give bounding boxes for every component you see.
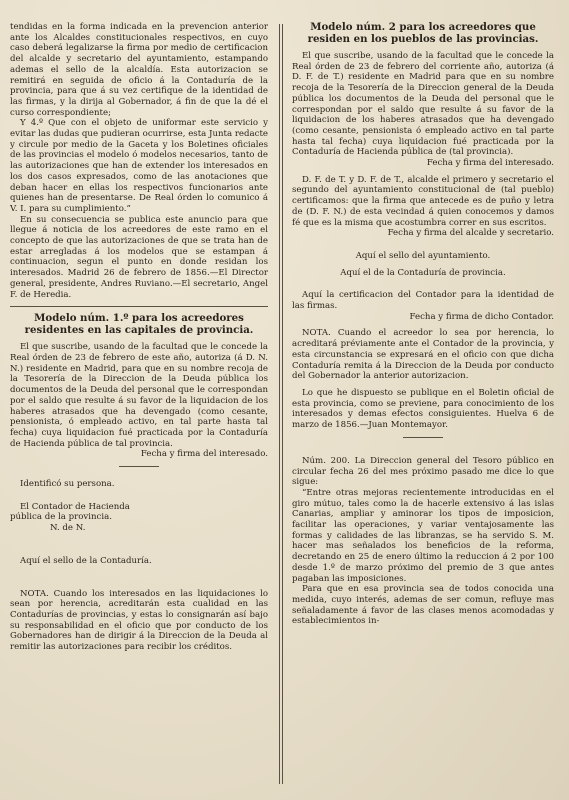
seal-line: Aquí el sello de la Contaduría. <box>20 555 152 566</box>
note-paragraph: NOTA. Cuando el acreedor lo sea por herencia, lo acreditará préviamente ante el Contador de la provincia, y esta circunstancia se expresará en el oficio con que dicha Contaduría remita á la Direccion de la Deuda por conducto del Gobernador la anterior autorizacion. <box>292 328 554 382</box>
paragraph: El que suscribe, usando de la facultad que le concede la Real órden de 23 de febrero del corriente año, autoriza (á D. F. de T.) residente en Madrid para que en su nombre recoja de la Tesorería de la Direccion general de la Deuda pública los documentos de la Deuda del personal que le correspondan por el saldo que resulte á su favor de la liquidacion de los haberes atrasados que ha devengado (como cesante, pensionista ó empleado activo en tal parte hasta tal fecha) cuya liquidacion fué practicada por la Contaduría de Hacienda pública de (tal provincia). <box>292 51 554 158</box>
section-rule <box>10 306 268 307</box>
note-line: El Contador de Hacienda pública de la provincia. <box>10 501 130 523</box>
paragraph: Aquí la certificacion del Contador para la identidad de las firmas. <box>292 290 554 312</box>
paragraph: Núm. 200. La Direccion general del Tesoro público en circular fecha 26 del mes próximo pasado me dice lo que sigue: <box>292 455 554 488</box>
separator-rule <box>403 437 443 438</box>
right-column <box>292 22 554 627</box>
section-heading: Modelo núm. 1.º para los acreedores residentes en las capitales de provincia. <box>24 312 254 336</box>
signature-line: Fecha y firma del interesado. <box>140 449 268 460</box>
left-column <box>10 22 268 653</box>
signature-line: Fecha y firma del alcalde y secretario. <box>387 228 554 239</box>
note-line: Identificó su persona. <box>20 479 115 490</box>
paragraph: Para que en esa provincia sea de todos conocida una medida, cuyo interés, ademas de ser comun, refluye mas señaladamente á favor de las clases menos acomodadas y establecimientos in- <box>292 584 554 627</box>
signature-line: Fecha y firma de dicho Contador. <box>409 311 554 322</box>
seal-line: Aquí el de la Contaduría de provincia. <box>340 267 506 278</box>
paragraph: El que suscribe, usando de la facultad que le concede la Real órden de 23 de febrero de este año, autoriza (á D. N. N.) residente en Madrid, para que en su nombre recoja de la Tesorería de la Direccion de la Deuda pública los documentos de la Deuda del personal que le correspondan por el saldo que resulte á su favor de la liquidacion de los haberes atrasados que ha devengado (como cesante, pensionista, ó empleado activo, en tal parte hasta tal fecha) cuya liquidacion fué practicada por la Contaduría de Hacienda pública de tal provincia. <box>10 342 268 449</box>
note-line: N. de N. <box>50 523 86 534</box>
section-heading: Modelo núm. 2 para los acreedores que residen en los pueblos de las provincias. <box>307 21 539 45</box>
column-divider-inner <box>282 24 283 784</box>
paragraph: D. F. de T. y D. F. de T., alcalde el primero y secretario el segundo del ayuntamiento constitucional de (tal pueblo) certificamos: que la firma que antecede es de puño y letra de (D. F. N.) de esta vecindad á quien conocemos y damos fé que es la misma que acostumbra correr en sus escritos. <box>292 174 554 228</box>
note-paragraph: NOTA. Cuando los interesados en las liquidaciones lo sean por herencia, acreditarán esta cualidad en las Contadurías de provincias, y estas lo consignarán así bajo su responsabilidad en el oficio que por conducto de los Gobernadores han de dirigir á la Direccion de la Deuda al remitir las autorizaciones para recibir los créditos. <box>10 588 268 653</box>
paragraph: tendidas en la forma indicada en la prevencion anterior ante los Alcaldes constitucionales respectivos, en cuyo caso deberá legalizarse la firma por medio de certificacion del alcalde y secretario del ayuntamiento, estampando ademas el sello de la alcaldía. Esta autorizacion se remitirá en seguida de oficio á la Contaduría de la provincia, para que á su vez certifique de la identidad de las firmas, y la dirija al Gobernador, á fin de que la dé el curso correspondiente; <box>10 22 268 118</box>
paragraph: “Entre otras mejoras recientemente introducidas en el giro mútuo, tales como la de hacerle extensivo á las islas Canarias, ampliar y aminorar los tipos de imposicion, facilitar las operaciones, y variar ventajosamente las formas y calidades de las libranzas, se ha servido S. M. hacer mas señalados los beneficios de la reforma, decretando en 25 de enero último la reduccion á 2 por 100 desde 1.º de marzo próximo del premio de 3 que antes pagaban las imposiciones. <box>292 487 554 584</box>
column-divider <box>279 24 280 784</box>
separator-rule <box>119 466 159 467</box>
seal-line: Aquí el sello del ayuntamiento. <box>355 250 491 261</box>
paragraph: Lo que he dispuesto se publique en el Boletin oficial de esta provincia, como se previene, para conocimiento de los interesados y demas efectos consiguientes. Huelva 6 de marzo de 1856.—Juan Montemayor. <box>292 387 554 431</box>
paragraph: Y 4.º Que con el objeto de uniformar este servicio y evitar las dudas que pudieran ocurrirse, esta Junta redacte y circule por medio de la Gaceta y los Boletines oficiales de las provincias el modelo ó modelos necesarios, tanto de las autorizaciones que han de extender los interesados en los dos casos expresados, como de las anotaciones que deban hacer en ellas los respectivos funcionarios ante quienes han de presentarse. De Real órden lo comunico á V. I. para su cumplimiento.” <box>10 118 268 214</box>
signature-line: Fecha y firma del interesado. <box>426 158 554 169</box>
paragraph: En su consecuencia se publica este anuncio para que llegue á noticia de los acreedores de este ramo en el concepto de que las autorizaciones de que se trata han de estar arregladas á los modelos que se estampan á continuacion, segun el punto en donde residan los interesados. Madrid 26 de febrero de 1856.—El Director general, presidente, Andres Ruviano.—El secretario, Angel F. de Heredia. <box>10 214 268 300</box>
